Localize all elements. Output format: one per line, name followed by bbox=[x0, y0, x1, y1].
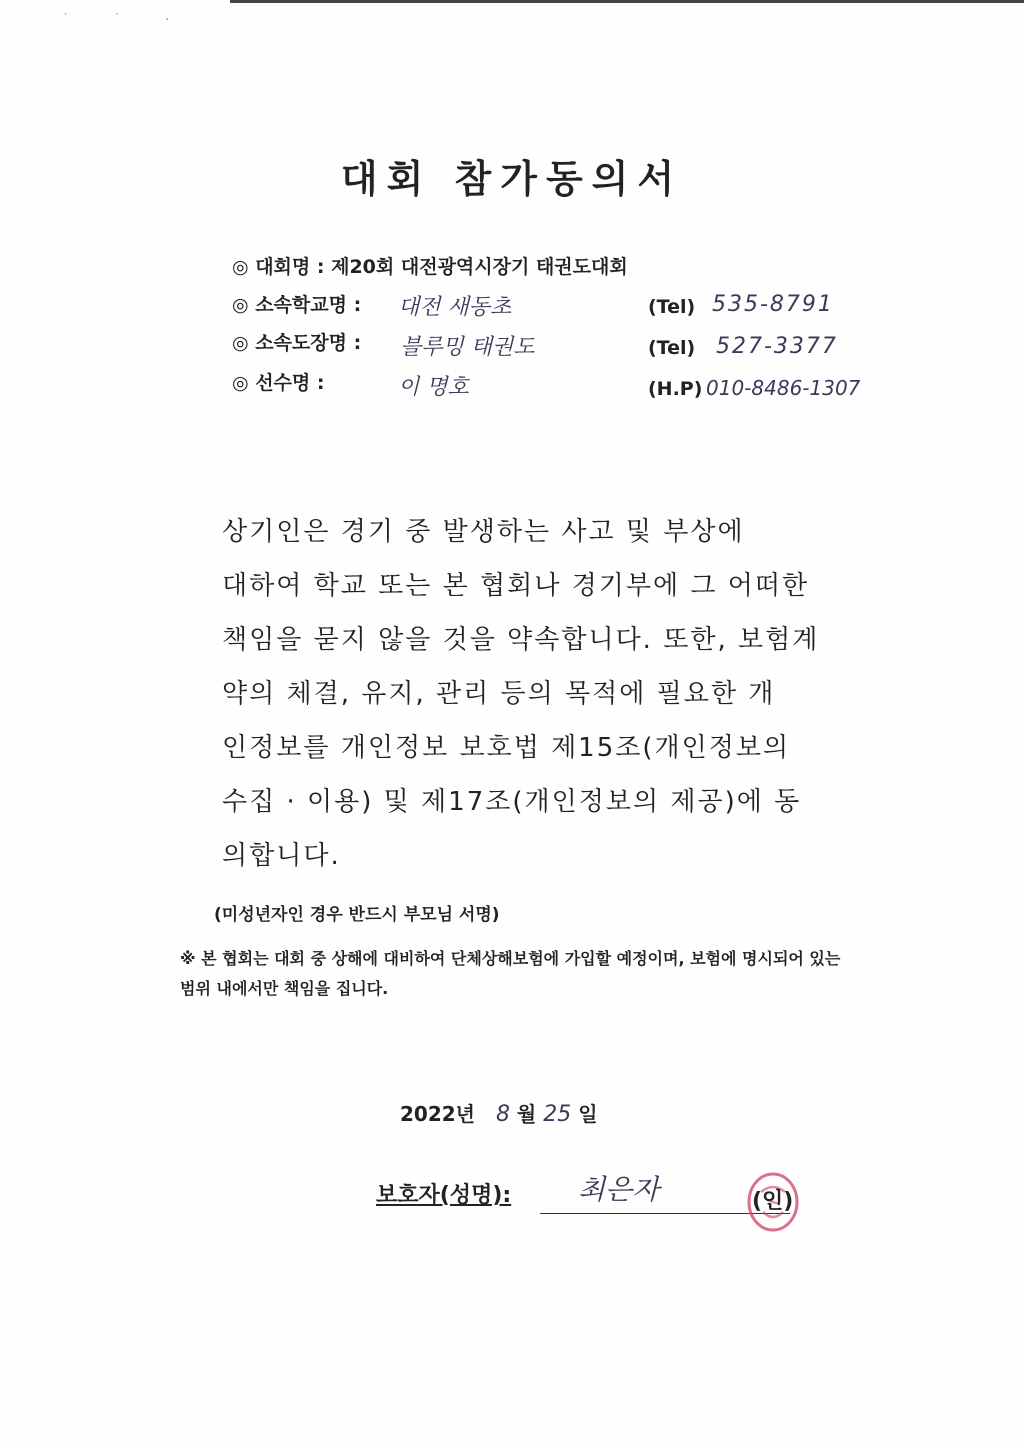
date-day-unit: 일 bbox=[578, 1102, 598, 1126]
school-label: ◎ 소속학교명 : bbox=[232, 294, 362, 316]
competition-row bbox=[232, 252, 628, 279]
athlete-label: ◎ 선수명 : bbox=[232, 372, 325, 394]
consent-line: 대하여 학교 또는 본 협회나 경기부에 그 어떠한 bbox=[222, 571, 810, 601]
consent-line: 약의 체결, 유지, 관리 등의 목적에 필요한 개 bbox=[222, 679, 776, 709]
school-tel-label: (Tel) bbox=[648, 296, 696, 318]
guardian-label: 보호자(성명): bbox=[376, 1183, 512, 1208]
athlete-hp-value: 010-8486-1307 bbox=[706, 376, 861, 400]
competition-value: 제20회 대전광역시장기 태권도대회 bbox=[331, 256, 628, 278]
dojang-row bbox=[232, 328, 361, 355]
consent-line: 인정보를 개인정보 보호법 제15조(개인정보의 bbox=[222, 733, 791, 763]
date-day: 25 bbox=[543, 1102, 572, 1127]
athlete-value: 이 명호 bbox=[398, 375, 469, 400]
scan-specks: ˙ ˙ · bbox=[62, 12, 190, 28]
page-title: 대회 참가동의서 bbox=[340, 157, 684, 201]
scan-edge-line bbox=[230, 0, 1024, 3]
consent-line: 수집 · 이용) 및 제17조(개인정보의 제공)에 동 bbox=[222, 787, 802, 817]
date-line bbox=[400, 1098, 598, 1127]
date-year: 2022년 bbox=[400, 1102, 475, 1126]
competition-label: ◎ 대회명 : bbox=[232, 256, 332, 278]
insurance-note: ※ 본 협회는 대회 중 상해에 대비하여 단체상해보험에 가입할 예정이며, 보험에 명시되어 있는 범위 내에서만 책임을 집니다. bbox=[180, 949, 841, 998]
dojang-tel-label: (Tel) bbox=[648, 337, 696, 359]
consent-paragraph bbox=[222, 505, 822, 883]
consent-line: 상기인은 경기 중 발생하는 사고 및 부상에 bbox=[222, 517, 745, 547]
athlete-hp-label: (H.P) bbox=[648, 378, 703, 400]
school-value: 대전 새동초 bbox=[398, 295, 512, 320]
athlete-row bbox=[232, 368, 324, 395]
school-tel-value: 535-8791 bbox=[712, 292, 834, 317]
dojang-value: 블루밍 태권도 bbox=[400, 335, 535, 360]
consent-line: 책임을 묻지 않을 것을 약속합니다. 또한, 보험계 bbox=[222, 625, 820, 655]
minor-note: (미성년자인 경우 반드시 부모님 서명) bbox=[214, 905, 500, 925]
dojang-tel-value: 527-3377 bbox=[716, 334, 838, 359]
dojang-label: ◎ 소속도장명 : bbox=[232, 332, 362, 354]
consent-line: 의합니다. bbox=[222, 841, 341, 871]
date-month: 8 bbox=[495, 1102, 510, 1127]
seal-label: (인) bbox=[752, 1189, 794, 1214]
date-month-unit: 월 bbox=[516, 1102, 537, 1126]
guardian-signature: 최은자 bbox=[578, 1173, 660, 1206]
school-row bbox=[232, 290, 361, 317]
